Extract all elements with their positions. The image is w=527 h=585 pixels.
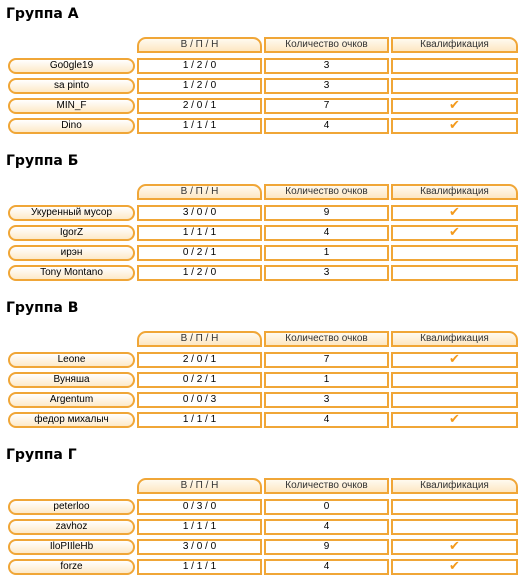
player-name: федор михалыч [8, 412, 135, 428]
points-value: 3 [264, 392, 389, 408]
wld-value: 1 / 1 / 1 [137, 118, 262, 134]
wld-value: 1 / 2 / 0 [137, 78, 262, 94]
wld-value: 1 / 2 / 0 [137, 265, 262, 281]
points-value: 4 [264, 225, 389, 241]
group-title: Группа В [6, 300, 79, 316]
header-qualification: Квалификация [391, 478, 518, 494]
player-name: Tony Montano [8, 265, 135, 281]
player-name: Укуренный мусор [8, 205, 135, 221]
wld-value: 1 / 1 / 1 [137, 412, 262, 428]
qualification-cell [391, 98, 518, 114]
checkmark-icon: ✔ [449, 352, 460, 367]
points-value: 4 [264, 412, 389, 428]
header-points: Количество очков [264, 37, 389, 53]
header-qualification: Квалификация [391, 37, 518, 53]
wld-value: 1 / 1 / 1 [137, 519, 262, 535]
qualification-cell [391, 245, 518, 261]
qualification-cell [391, 225, 518, 241]
qualification-cell [391, 205, 518, 221]
player-name: Go0gle19 [8, 58, 135, 74]
checkmark-icon: ✔ [449, 412, 460, 427]
qualification-cell [391, 539, 518, 555]
points-value: 1 [264, 245, 389, 261]
player-name: IgorZ [8, 225, 135, 241]
group-title: Группа Г [6, 447, 77, 463]
wld-value: 1 / 1 / 1 [137, 225, 262, 241]
points-value: 1 [264, 372, 389, 388]
player-name: Вуняша [8, 372, 135, 388]
player-name: MIN_F [8, 98, 135, 114]
wld-value: 1 / 2 / 0 [137, 58, 262, 74]
player-name: sa pinto [8, 78, 135, 94]
group-title: Группа Б [6, 153, 79, 169]
player-name: peterloo [8, 499, 135, 515]
player-name: Argentum [8, 392, 135, 408]
points-value: 4 [264, 118, 389, 134]
player-name: forze [8, 559, 135, 575]
header-points: Количество очков [264, 331, 389, 347]
points-value: 4 [264, 559, 389, 575]
points-value: 7 [264, 352, 389, 368]
qualification-cell [391, 372, 518, 388]
points-value: 4 [264, 519, 389, 535]
qualification-cell [391, 499, 518, 515]
qualification-cell [391, 118, 518, 134]
points-value: 7 [264, 98, 389, 114]
checkmark-icon: ✔ [449, 98, 460, 113]
qualification-cell [391, 392, 518, 408]
points-value: 3 [264, 265, 389, 281]
checkmark-icon: ✔ [449, 539, 460, 554]
player-name: zavhoz [8, 519, 135, 535]
group-title: Группа А [6, 6, 79, 22]
wld-value: 0 / 3 / 0 [137, 499, 262, 515]
wld-value: 1 / 1 / 1 [137, 559, 262, 575]
wld-value: 0 / 2 / 1 [137, 245, 262, 261]
points-value: 3 [264, 58, 389, 74]
header-wld: В / П / Н [137, 478, 262, 494]
wld-value: 0 / 0 / 3 [137, 392, 262, 408]
player-name: Leone [8, 352, 135, 368]
points-value: 9 [264, 205, 389, 221]
player-name: ирэн [8, 245, 135, 261]
points-value: 0 [264, 499, 389, 515]
wld-value: 3 / 0 / 0 [137, 539, 262, 555]
wld-value: 2 / 0 / 1 [137, 352, 262, 368]
wld-value: 0 / 2 / 1 [137, 372, 262, 388]
checkmark-icon: ✔ [449, 225, 460, 240]
header-qualification: Квалификация [391, 331, 518, 347]
qualification-cell [391, 58, 518, 74]
points-value: 9 [264, 539, 389, 555]
wld-value: 2 / 0 / 1 [137, 98, 262, 114]
qualification-cell [391, 412, 518, 428]
qualification-cell [391, 352, 518, 368]
header-points: Количество очков [264, 478, 389, 494]
wld-value: 3 / 0 / 0 [137, 205, 262, 221]
header-wld: В / П / Н [137, 184, 262, 200]
checkmark-icon: ✔ [449, 205, 460, 220]
checkmark-icon: ✔ [449, 559, 460, 574]
qualification-cell [391, 519, 518, 535]
qualification-cell [391, 78, 518, 94]
qualification-cell [391, 559, 518, 575]
player-name: Dino [8, 118, 135, 134]
checkmark-icon: ✔ [449, 118, 460, 133]
points-value: 3 [264, 78, 389, 94]
player-name: IloPIIleHb [8, 539, 135, 555]
header-wld: В / П / Н [137, 37, 262, 53]
header-qualification: Квалификация [391, 184, 518, 200]
header-wld: В / П / Н [137, 331, 262, 347]
header-points: Количество очков [264, 184, 389, 200]
qualification-cell [391, 265, 518, 281]
